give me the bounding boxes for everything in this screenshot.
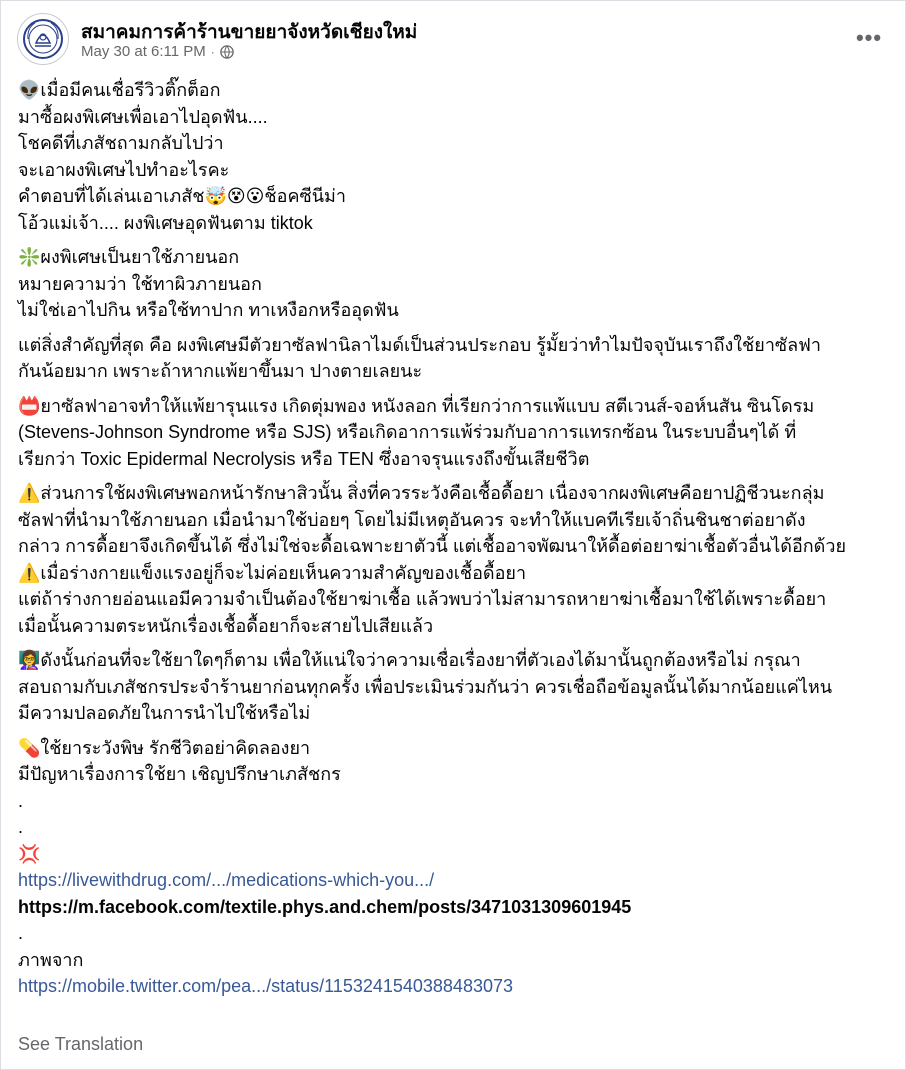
image-credit-label: ภาพจาก (18, 949, 84, 970)
text-line: สอบถามกับเภสัชกรประจำร้านยาก่อนทุกครั้ง เพื่อประเมินร่วมกันว่า ควรเชื่อถือข้อมูลนั้นได้มากน้อยแค่ไหน (18, 676, 833, 697)
dizzy-face-emoji-icon: 😵 (226, 186, 246, 206)
text-line: หมายความว่า ใช้ทาผิวภายนอก (18, 273, 262, 294)
post-body (18, 77, 889, 1008)
text-line: จะเอาผงพิเศษไปทำอะไรคะ (18, 159, 230, 180)
text-line: แต่สิ่งสำคัญที่สุด คือ ผงพิเศษมีตัวยาซัลฟานิลาไมด์เป็นส่วนประกอบ รู้มั้ยว่าทำไมปัจจุบันเราถึงใช้ยาซัลฟา (18, 334, 822, 355)
text-line: คำตอบที่ได้เล่นเอาเภสัช (18, 186, 205, 206)
text-line: . (18, 790, 24, 811)
text-line: ยาซัลฟาอาจทำให้แพ้ยารุนแรง เกิดตุ่มพอง หนังลอก ที่เรียกว่าการแพ้แบบ สตีเวนส์-จอห์นสัน ซินโดรม (40, 395, 815, 416)
page-avatar[interactable] (17, 13, 69, 65)
paragraph-sjs (18, 393, 889, 473)
association-seal-logo (22, 18, 64, 60)
text-line: ใช้ยาระวังพิษ รักชีวิตอย่าคิดลองยา (40, 737, 311, 758)
text-line: ดังนั้นก่อนที่จะใช้ยาใดๆก็ตาม เพื่อให้แน่ใจว่าความเชื่อเรื่องยาที่ตัวเองได้มานั้นถูกต้องหรือไม่ กรุณา (40, 650, 801, 670)
text-line: เมื่อร่างกายแข็งแรงอยู่ก็จะไม่ค่อยเห็นความสำคัญของเชื้อดื้อยา (40, 562, 527, 583)
paragraph-consult (18, 647, 889, 727)
paragraph-closing (18, 735, 889, 1000)
see-translation-link[interactable]: See Translation (18, 1034, 144, 1054)
paragraph-intro (18, 77, 889, 236)
text-line: แต่ถ้าร่างกายอ่อนแอมีความจำเป็นต้องใช้ยาฆ่าเชื้อ แล้วพบว่าไม่สามารถหายาฆ่าเชื้อมาใช้ได้เพราะดื้อยา (18, 589, 827, 609)
text-line: โอ้วแม่เจ้า.... ผงพิเศษอุดฟันตาม tiktok (18, 212, 313, 233)
more-options-icon[interactable]: ••• (855, 25, 883, 50)
source-link-twitter[interactable]: https://mobile.twitter.com/pea.../status/1153241540388483073 (18, 976, 513, 996)
paragraph-sulfa (18, 332, 889, 385)
text-line: (Stevens-Johnson Syndrome หรือ SJS) หรือเกิดอาการแพ้ร่วมกับอาการแทรกซ้อน ในระบบอื่นๆได้ ที่ (18, 422, 797, 442)
paragraph-resistance (18, 480, 889, 639)
text-line: กันน้อยมาก เพราะถ้าหากแพ้ยาขึ้นมา ปางตายเลยนะ (18, 361, 423, 381)
text-line: . (18, 923, 24, 943)
astonished-emoji-icon: 😮 (245, 186, 265, 206)
text-line: มาซื้อผงพิเศษเพื่อเอาไปอุดฟัน.... (18, 106, 268, 127)
page-name-link[interactable]: สมาคมการค้าร้านขายยาจังหวัดเชียงใหม่ (81, 22, 418, 43)
text-line: . (18, 817, 24, 837)
text-line: ไม่ใช่เอาไปกิน หรือใช้ทาปาก ทาเหงือกหรืออุดฟัน (18, 300, 399, 320)
anger-emoji-icon: 💢 (18, 843, 41, 864)
text-line: ผงพิเศษเป็นยาใช้ภายนอก (40, 247, 240, 267)
exploding-head-emoji-icon: 🤯 (204, 186, 227, 206)
teacher-emoji-icon: 👩‍🏫 (18, 650, 41, 670)
text-line: โชคดีที่เภสัชถามกลับไปว่า (18, 133, 224, 153)
source-link-livewithdrug[interactable]: https://livewithdrug.com/.../medications-which-you.../ (18, 870, 435, 890)
text-line: เมื่อนั้นความตระหนักเรื่องเชื้อดื้อยาก็จะสายไปเสียแล้ว (18, 615, 434, 636)
warning-emoji-icon: ⚠️ (18, 483, 41, 503)
text-line: ช็อคซีนีม่า (264, 186, 346, 206)
text-line: เรียกว่า Toxic Epidermal Necrolysis หรือ TEN ซึ่งอาจรุนแรงถึงขั้นเสียชีวิต (18, 448, 590, 469)
sparkle-emoji-icon: ❇️ (18, 247, 41, 267)
text-line: มีความปลอดภัยในการนำไปใช้หรือไม่ (18, 703, 311, 723)
text-line: กล่าว การดื้อยาจึงเกิดขึ้นได้ ซึ่งไม่ใช่จะดื้อเฉพาะยาตัวนี้ แต่เชื้ออาจพัฒนาให้ดื้อต่อยาฆ่าเชื้อตัวอื่นได้อีกด้วย (18, 536, 846, 556)
alien-emoji-icon: 👽 (18, 80, 41, 100)
name-badge-emoji-icon: 📛 (18, 395, 41, 416)
pill-emoji-icon: 💊 (18, 737, 41, 758)
text-line: ส่วนการใช้ผงพิเศษพอกหน้ารักษาสิวนั้น สิ่งที่ควรระวังคือเชื้อดื้อยา เนื่องจากผงพิเศษคือยาปฏิชีวนะกลุ่ม (40, 483, 825, 503)
meta-separator: · (210, 44, 215, 59)
facebook-url-text: https://m.facebook.com/textile.phys.and.chem/posts/3471031309601945 (18, 896, 632, 917)
paragraph-external-use (18, 244, 889, 324)
post-meta (81, 43, 234, 60)
post-header (17, 13, 889, 69)
text-line: เมื่อมีคนเชื่อรีวิวติ๊กต็อก (40, 80, 221, 100)
text-line: ซัลฟาที่นำมาใช้ภายนอก เมื่อนำมาใช้บ่อยๆ โดยไม่มีเหตุอันควร จะทำให้แบคทีเรียเจ้าถิ่นชินชาต่อยาดัง (18, 509, 806, 530)
globe-icon[interactable] (220, 45, 234, 59)
text-line: มีปัญหาเรื่องการใช้ยา เชิญปรึกษาเภสัชกร (18, 764, 341, 784)
warning-emoji-icon: ⚠️ (18, 562, 41, 583)
timestamp-link[interactable]: May 30 at 6:11 PM (81, 43, 206, 60)
